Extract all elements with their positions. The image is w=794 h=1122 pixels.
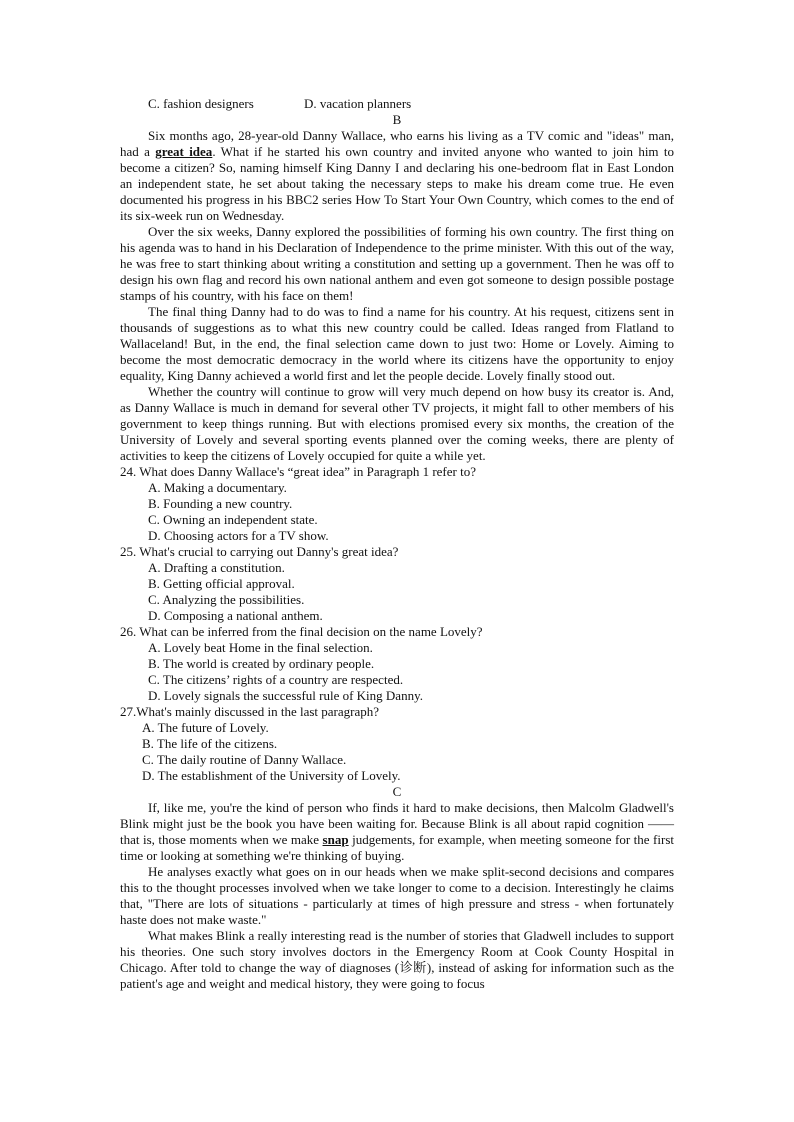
paragraph-text: Six months ago, 28-year-old Danny Wallace, who earns his living as a TV comic and "ideas" man, had a bbox=[120, 128, 674, 159]
section-b-heading: B bbox=[392, 112, 402, 127]
option-c: C. fashion designers bbox=[148, 96, 254, 111]
option-d[interactable]: D. Composing a national anthem. bbox=[148, 608, 323, 623]
option-b[interactable]: B. Getting official approval. bbox=[148, 576, 295, 591]
option-b[interactable]: B. Founding a new country. bbox=[148, 496, 293, 511]
option-d[interactable]: D. The establishment of the University of Lovely. bbox=[142, 768, 401, 783]
question-24 bbox=[120, 464, 674, 544]
option-b[interactable]: B. The life of the citizens. bbox=[142, 736, 278, 751]
option-c[interactable]: C. Owning an independent state. bbox=[148, 512, 318, 527]
section-c-paragraph-3: What makes Blink a really interesting read is the number of stories that Gladwell includes to support his theories. One such story involves doctors in the Emergency Room at Cook County Hospital in Chicago. After told to change the way of diagnoses (诊断), instead of asking for information such as the patient's age and weight and medical history, they were going to focus bbox=[120, 928, 674, 991]
paragraph-text: judgements, for example, when meeting someone for the first time or looking at something we're thinking of buying. bbox=[120, 832, 674, 863]
option-a[interactable]: A. Lovely beat Home in the final selection. bbox=[148, 640, 373, 655]
section-c-paragraph-1 bbox=[120, 800, 674, 864]
paragraph-text: . What if he started his own country and invited anyone who wanted to join him to become a citizen? So, naming himself King Danny I and declaring his one-bedroom flat in East London an independent state, he set about taking the necessary steps to make his dream come true. He even documented his progress in his BBC2 series How To Start Your Own Country, which comes to the end of its six-week run on Wednesday. bbox=[120, 144, 674, 223]
option-a[interactable]: A. Drafting a constitution. bbox=[148, 560, 285, 575]
underlined-phrase: great idea bbox=[155, 144, 213, 159]
section-b-paragraph-4: Whether the country will continue to grow will very much depend on how busy its creator is. And, as Danny Wallace is much in demand for several other TV projects, it might fall to other members of his government to keep things running. But with elections promised every six months, the creation of the University of Lovely and several sporting events planned over the coming weeks, there are plenty of activities to keep the citizens of Lovely occupied for quite a while yet. bbox=[120, 384, 674, 463]
section-c-heading: C bbox=[392, 784, 402, 799]
question-26 bbox=[120, 624, 674, 704]
section-b-paragraph-2: Over the six weeks, Danny explored the possibilities of forming his own country. The first thing on his agenda was to hand in his Declaration of Independence to the prime minister. With this out of the way, he was free to start thinking about writing a constitution and setting up a government. Then he was off to design his own flag and record his own national anthem and even got someone to design possible postage stamps of his country, with his face on them! bbox=[120, 224, 674, 303]
option-d[interactable]: D. Choosing actors for a TV show. bbox=[148, 528, 329, 543]
question-stem: 26. What can be inferred from the final decision on the name Lovely? bbox=[120, 624, 483, 639]
section-c-paragraph-2: He analyses exactly what goes on in our heads when we make split-second decisions and compares this to the thought processes involved when we take longer to come to a decision. Interestingly he claims that, "There are lots of situations - particularly at times of high pressure and stress - when fortunately haste does not make waste." bbox=[120, 864, 674, 927]
underlined-word: snap bbox=[322, 832, 349, 847]
previous-question-options bbox=[120, 96, 674, 112]
option-d[interactable]: D. Lovely signals the successful rule of King Danny. bbox=[148, 688, 423, 703]
option-c[interactable]: C. The daily routine of Danny Wallace. bbox=[142, 752, 347, 767]
question-stem: 25. What's crucial to carrying out Danny's great idea? bbox=[120, 544, 399, 559]
option-c[interactable]: C. Analyzing the possibilities. bbox=[148, 592, 305, 607]
question-stem: 24. What does Danny Wallace's “great idea” in Paragraph 1 refer to? bbox=[120, 464, 476, 479]
question-stem: 27.What's mainly discussed in the last paragraph? bbox=[120, 704, 380, 719]
option-a[interactable]: A. Making a documentary. bbox=[148, 480, 287, 495]
question-27 bbox=[120, 704, 674, 784]
option-a[interactable]: A. The future of Lovely. bbox=[142, 720, 269, 735]
question-25 bbox=[120, 544, 674, 624]
paragraph-text: If, like me, you're the kind of person who finds it hard to make decisions, then Malcolm Gladwell's Blink might just be the book you have been waiting for. Because Blink is all about rapid cognition ——that is, those moments when we make bbox=[120, 800, 674, 847]
option-d: D. vacation planners bbox=[304, 96, 412, 111]
section-b-paragraph-1 bbox=[120, 128, 674, 224]
section-b-paragraph-3: The final thing Danny had to do was to find a name for his country. At his request, citizens sent in thousands of suggestions as to what this new country could be called. Ideas ranged from Flatland to Wallaceland! But, in the end, the final selection came down to just two: Home or Lovely. Aiming to become the most democratic democracy in the world where its citizens have the opportunity to enjoy equality, King Danny achieved a world first and let the people decide. Lovely finally stood out. bbox=[120, 304, 674, 383]
exam-page bbox=[120, 96, 674, 992]
option-c[interactable]: C. The citizens’ rights of a country are respected. bbox=[148, 672, 404, 687]
option-b[interactable]: B. The world is created by ordinary people. bbox=[148, 656, 375, 671]
